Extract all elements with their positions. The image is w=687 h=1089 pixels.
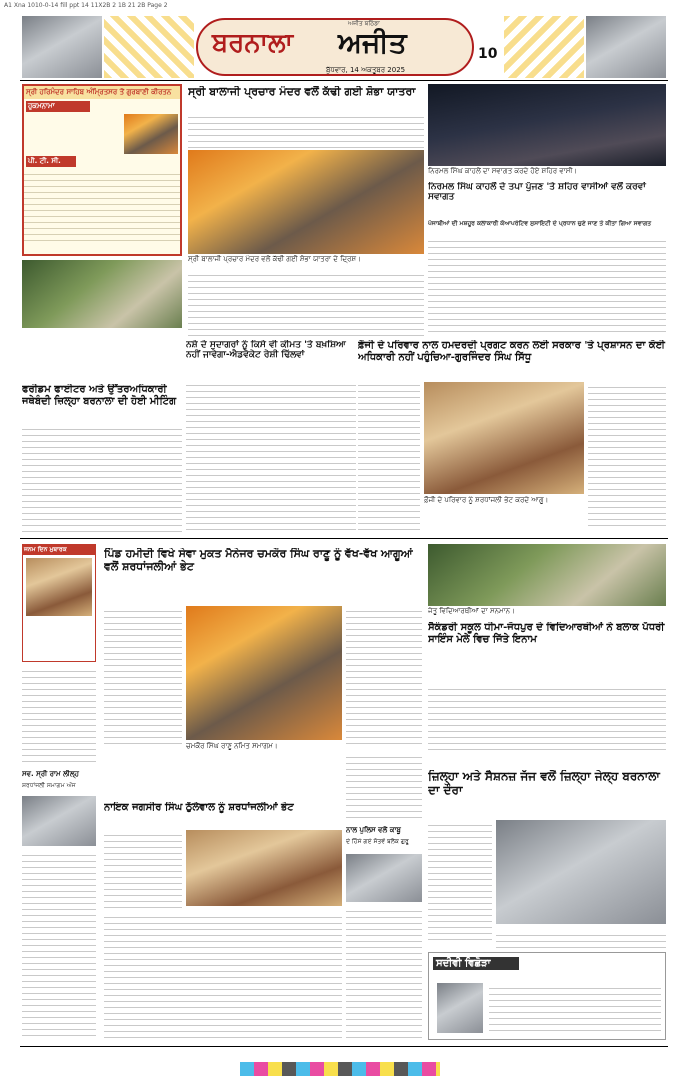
masthead-photo-left [22, 16, 102, 78]
headline-s6: ਪਿੰਡ ਹਮੀਦੀ ਵਿਖੇ ਸੇਵਾ ਮੁਕਤ ਮੈਨੇਜਰ ਚਮਕੌਰ ਸਿੰਘ ਰਾਣੂ ਨੂੰ ਵੱਖ-ਵੱਖ ਆਗੂਆਂ ਵਲੋਂ ਸ਼ਰਧਾਂਜਲੀਆਂ ਭੇਟ [104, 548, 413, 573]
masthead-date: ਬੁੱਧਵਾਰ, 14 ਅਕਤੂਬਰ 2025 [326, 66, 406, 74]
headline-s9: ਜ਼ਿਲ੍ਹਾ ਅਤੇ ਸੈਸ਼ਨਜ਼ ਜੱਜ ਵਲੋਂ ਜ਼ਿਲ੍ਹਾ ਜੇਲ੍ਹ ਬਰਨਾਲਾ ਦਾ ਦੌਰਾ [428, 770, 660, 797]
hukamnama-label: ਹੁਕਮਨਾਮਾ [26, 101, 90, 112]
story-s8-text-bottom [104, 912, 342, 1042]
birthday-photo [26, 558, 92, 616]
story-mid-text [188, 270, 424, 336]
story-s9-text-right [496, 930, 666, 950]
ptc-label: ਪੀ. ਟੀ. ਸੀ. [26, 156, 76, 167]
caption-s4: ਫ਼ੌਜੀ ਦੇ ਪਰਿਵਾਰ ਨੂੰ ਸ਼ਰਧਾਂਜਲੀ ਭੇਟ ਕਰਦੇ ਆਗੂ। [424, 496, 584, 505]
printer-strip: A1 Xna 1010-0-14 fill ppt 14 11X2B 2 1B 21 2B Page 2 [4, 2, 168, 9]
caption-left-group [22, 330, 182, 344]
bereavement-text [489, 983, 661, 1033]
left-column-text [22, 666, 96, 766]
caption-s1: ਸ੍ਰੀ ਬਾਲਾਜੀ ਪ੍ਰਚਾਰ ਮੰਦਰ ਵਲੋਂ ਕੱਢੀ ਗਈ ਸ਼ੋਭਾ ਯਾਤਰਾ ਦੇ ਦ੍ਰਿਸ਼। [188, 255, 424, 264]
bereavement-photo [437, 983, 483, 1033]
photo-s2 [428, 84, 666, 166]
rule-mid [20, 538, 668, 539]
story-s9-text [428, 820, 492, 940]
gurbani-box [22, 84, 182, 256]
caption-s6: ਚਮਕੌਰ ਸਿੰਘ ਰਾਣੂ ਨਮਿਤ ਸਮਾਗਮ। [186, 742, 342, 751]
photo-s6 [186, 606, 342, 740]
obituary-subtitle: ਸ਼ਰਧਾਂਜਲੀ ਸਮਾਗਮ ਅੱਜ [22, 782, 76, 789]
headline-s2: ਨਿਰਮਲ ਸਿੰਘ ਕਾਹਲੋਂ ਦੇ ਤਪਾ ਪੁੱਜਣ 'ਤੇ ਸ਼ਹਿਰ ਵਾਸੀਆਂ ਵਲੋਂ ਕਰਵਾਂ ਸਵਾਗਤ [428, 182, 646, 203]
mid-col-text [346, 752, 422, 822]
headline-s8: ਨਾਇਕ ਜਗਸੀਰ ਸਿੰਘ ਠੁੱਲੇਵਾਲ ਨੂੰ ਸ਼ਰਧਾਂਜਲੀਆਂ ਭੇਟ [104, 802, 294, 813]
bereavement-box [428, 952, 666, 1040]
masthead-paper: ਅਜੀਤ [338, 26, 407, 59]
photo-s8 [186, 830, 342, 906]
birthday-box [22, 544, 96, 662]
story-s4-text [358, 380, 420, 530]
masthead-pattern-right [504, 16, 584, 78]
headline-s4: ਫ਼ੌਜੀ ਦੇ ਪਰਿਵਾਰ ਨਾਲ ਹਮਦਰਦੀ ਪ੍ਰਗਟ ਕਰਨ ਲਈ ਸਰਕਾਰ 'ਤੇ ਪ੍ਰਸ਼ਾਸਨ ਦਾ ਕੋਈ ਅਧਿਕਾਰੀ ਨਹੀਂ ਪਹੁੰਚਿਆ-ਗੁਰਜਿੰਦਰ ਸਿੰਘ ਸਿੱਧੂ [358, 340, 665, 363]
masthead-pattern-left [104, 16, 194, 78]
story-s4-text-right [588, 382, 666, 530]
bereavement-title: ਸਦੀਵੀ ਵਿਛੋੜਾ [433, 957, 519, 970]
golden-temple-image [124, 114, 178, 154]
story-s2-text [428, 236, 666, 336]
headline-s1: ਸ੍ਰੀ ਬਾਲਾਜੀ ਪ੍ਰਚਾਰ ਮੰਦਰ ਵਲੋਂ ਕੱਢੀ ਗਈ ਸ਼ੋਭਾ ਯਾਤਰਾ [188, 86, 416, 98]
photo-s7 [428, 544, 666, 606]
masthead-tagline: ਅਜੀਤ ਬਠਿੰਡਾ [348, 20, 380, 27]
story-s3-text [186, 380, 356, 530]
mid-col-text2 [346, 906, 422, 1042]
obituary-text [22, 850, 96, 1038]
page-number: 10 [478, 46, 498, 62]
obituary-photo [22, 796, 96, 846]
mid-col-sub: ਨਾਲ ਪੁਲਿਸ ਵਲੋਂ ਕਾਬੂ [346, 826, 401, 834]
masthead-logo [196, 18, 474, 76]
headline-s3: ਨਸ਼ੇ ਦੇ ਸੁਦਾਗਰਾਂ ਨੂੰ ਕਿਸੇ ਵੀ ਕੀਮਤ 'ਤੇ ਬਖ਼ਸ਼ਿਆ ਨਹੀਂ ਜਾਵੇਗਾ-ਐਡਵੋਕੇਟ ਰੇਸ਼ੀ ਢਿੱਲਵਾਂ [186, 340, 346, 361]
gurbani-text [24, 169, 180, 243]
subhead-s2: ਪੰਜਾਬੀਆਂ ਦੀ ਮਸ਼ਹੂਰ ਕਲਾਕਾਰੀ ਕੋਆਪਰੇਟਿਵ ਸੁਸਾਇਟੀ ਦੇ ਪ੍ਰਧਾਨ ਚੁਣੇ ਜਾਣ ਤੇ ਕੀਤਾ ਗਿਆ ਸਵਾਗਤ [428, 220, 652, 227]
mid-col-photo [346, 854, 422, 902]
masthead-rule [20, 80, 668, 81]
caption-s2: ਨਿਰਮਲ ਸਿੰਘ ਕਾਹਲੋਂ ਦਾ ਸਵਾਗਤ ਕਰਦੇ ਹੋਏ ਸ਼ਹਿਰ ਵਾਸੀ। [428, 167, 666, 176]
story-s5-text [22, 424, 182, 532]
caption-s7: ਜੇਤੂ ਵਿਦਿਆਰਥੀਆਂ ਦਾ ਸਨਮਾਨ। [428, 607, 666, 616]
photo-s4 [424, 382, 584, 494]
story-s6-text [104, 606, 182, 746]
mid-col-sub2: ਦੇ ਹਿੱਸੇ ਗਏ ਸੱਤਵੇਂ ਬਲੈਕ ਗੁਰੂ [346, 838, 409, 845]
story-s8-text [104, 830, 182, 910]
photo-left-group [22, 260, 182, 328]
story-s6-text-right [346, 606, 422, 746]
headline-s5: ਫਰੀਡਮ ਫਾਈਟਰ ਅਤੇ ਉੱਤਰਅਧਿਕਾਰੀ ਜਥੇਬੰਦੀ ਜ਼ਿਲ੍ਹਾ ਬਰਨਾਲਾ ਦੀ ਹੋਈ ਮੀਟਿੰਗ [22, 384, 177, 407]
gurbani-box-title: ਸ੍ਰੀ ਹਰਿਮੰਦਰ ਸਾਹਿਬ ਅੰਮ੍ਰਿਤਸਰ ਤੋਂ ਗੁਰਬਾਣੀ ਕੀਰਤਨ [24, 86, 180, 99]
registration-marks [240, 1062, 440, 1076]
bottom-rule [20, 1046, 668, 1047]
photo-s9 [496, 820, 666, 924]
photo-s1 [188, 150, 424, 254]
masthead-photo-right [586, 16, 666, 78]
headline-s7: ਸੈਕੰਡਰੀ ਸਕੂਲ ਧੀਮਾ-ਜੋਧਪੁਰ ਦੇ ਵਿਦਿਆਰਥੀਆਂ ਨੇ ਬਲਾਕ ਪੱਧਰੀ ਸਾਇੰਸ ਮੇਲੇ ਵਿਚ ਜਿੱਤੇ ਇਨਾਮ [428, 622, 665, 645]
birthday-title: ਜਨਮ ਦਿਨ ਮੁਬਾਰਕ [23, 545, 95, 555]
obituary-title: ਸਵ. ਸ੍ਰੀ ਰਾਮ ਲੀਲ੍ਹ [22, 770, 79, 778]
story-s1-text [188, 112, 424, 148]
masthead-city: ਬਰਨਾਲਾ [212, 28, 294, 58]
story-s7-text [428, 684, 666, 754]
